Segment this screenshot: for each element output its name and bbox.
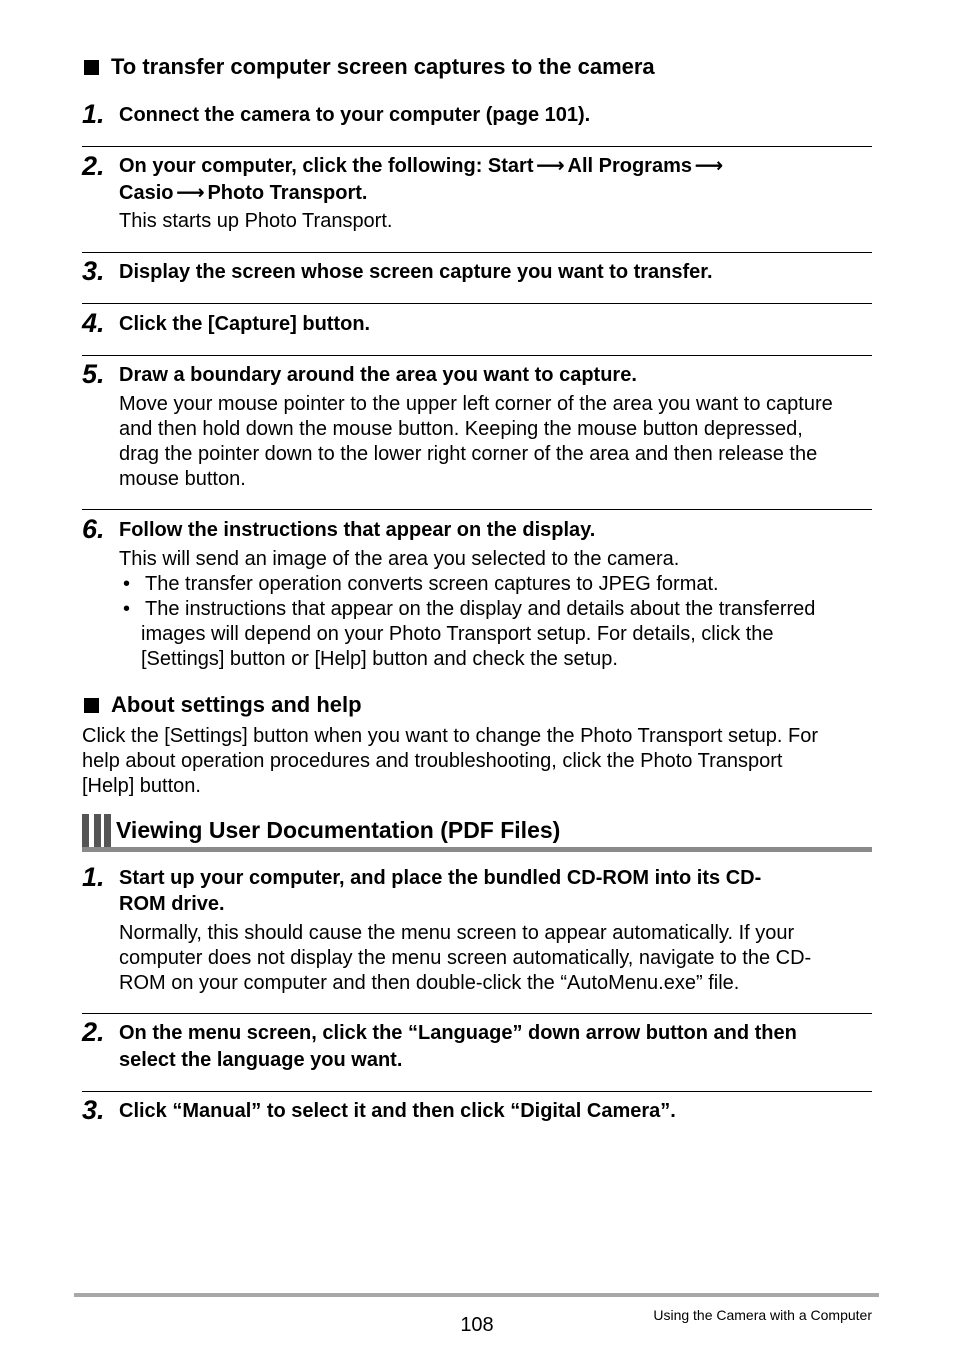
step-title: Display the screen whose screen capture you want to transfer. [119,261,713,283]
section-heading-text: To transfer computer screen captures to the camera [111,54,655,79]
step-number: 1. [82,99,105,129]
page-number: 108 [460,1314,494,1336]
step-number: 3. [82,1095,105,1125]
step-title: On the menu screen, click the “Language” down arrow button and then [119,1022,797,1044]
step-title: Follow the instructions that appear on the display. [119,519,596,541]
step-body: computer does not display the menu screen automatically, navigate to the CD- [119,947,812,969]
arrow-right-icon: ⟶ [694,155,724,177]
step-title [119,180,367,207]
step-title: Draw a boundary around the area you want to capture. [119,364,637,386]
step-number: 3. [82,256,105,286]
step-title: Click “Manual” to select it and then click “Digital Camera”. [119,1100,676,1122]
step-title: Connect the camera to your computer (page 101). [119,104,591,126]
step-body: Move your mouse pointer to the upper left corner of the area you want to capture [119,393,833,415]
paragraph: help about operation procedures and troubleshooting, click the Photo Transport [82,750,783,772]
bullet-glyph: • [123,573,131,595]
footer-chapter: Using the Camera with a Computer [653,1307,872,1323]
arrow-right-icon: ⟶ [176,182,205,204]
banner-bar [82,814,89,848]
step-title-part: All Programs [567,155,692,177]
paragraph: Click the [Settings] button when you want to change the Photo Transport setup. For [82,725,818,747]
paragraph: [Help] button. [82,775,201,797]
step-body: mouse button. [119,468,246,490]
square-bullet-icon [84,698,99,713]
step-title-part: Photo Transport. [207,182,368,204]
step-body: drag the pointer down to the lower right corner of the area and then release the [119,443,818,465]
step-body: and then hold down the mouse button. Keeping the mouse button depressed, [119,418,803,440]
divider [82,252,872,253]
bullet-item [119,572,719,597]
divider [82,509,872,510]
square-bullet-icon [84,60,99,75]
arrow-right-icon: ⟶ [536,155,565,177]
bullet-text: The transfer operation converts screen captures to JPEG format. [145,573,719,595]
divider [82,355,872,356]
banner-bar [94,814,101,848]
banner-bar [104,814,111,848]
section-heading-text: About settings and help [111,692,362,717]
divider [82,1013,872,1014]
step-number: 5. [82,359,105,389]
step-title [119,153,726,180]
step-title: Click the [Capture] button. [119,313,371,335]
step-number: 1. [82,862,105,892]
step-title: Start up your computer, and place the bundled CD-ROM into its CD- [119,867,762,889]
section-banner [82,814,872,852]
bullet-item [119,597,815,622]
section-heading-transfer [84,54,655,80]
bullet-text: images will depend on your Photo Transport setup. For details, click the [141,623,774,645]
step-title: select the language you want. [119,1049,403,1071]
step-number: 4. [82,308,105,338]
step-number: 2. [82,151,105,181]
footer-rule [74,1293,879,1297]
bullet-glyph: • [123,598,131,620]
step-number: 6. [82,514,105,544]
bullet-text: [Settings] button or [Help] button and check the setup. [141,648,618,670]
bullet-text: The instructions that appear on the display and details about the transferred [145,598,816,620]
step-title-part: On your computer, click the following: Start [119,155,534,177]
step-body: This starts up Photo Transport. [119,210,393,232]
banner-underline [82,847,872,852]
step-title: ROM drive. [119,893,225,915]
step-number: 2. [82,1017,105,1047]
divider [82,146,872,147]
divider [82,303,872,304]
step-body: Normally, this should cause the menu screen to appear automatically. If your [119,922,795,944]
step-title-part: Casio [119,182,174,204]
step-body: This will send an image of the area you selected to the camera. [119,548,680,570]
section-heading-settings-help [84,692,362,718]
banner-title: Viewing User Documentation (PDF Files) [116,817,561,843]
divider [82,1091,872,1092]
step-body: ROM on your computer and then double-click the “AutoMenu.exe” file. [119,972,740,994]
